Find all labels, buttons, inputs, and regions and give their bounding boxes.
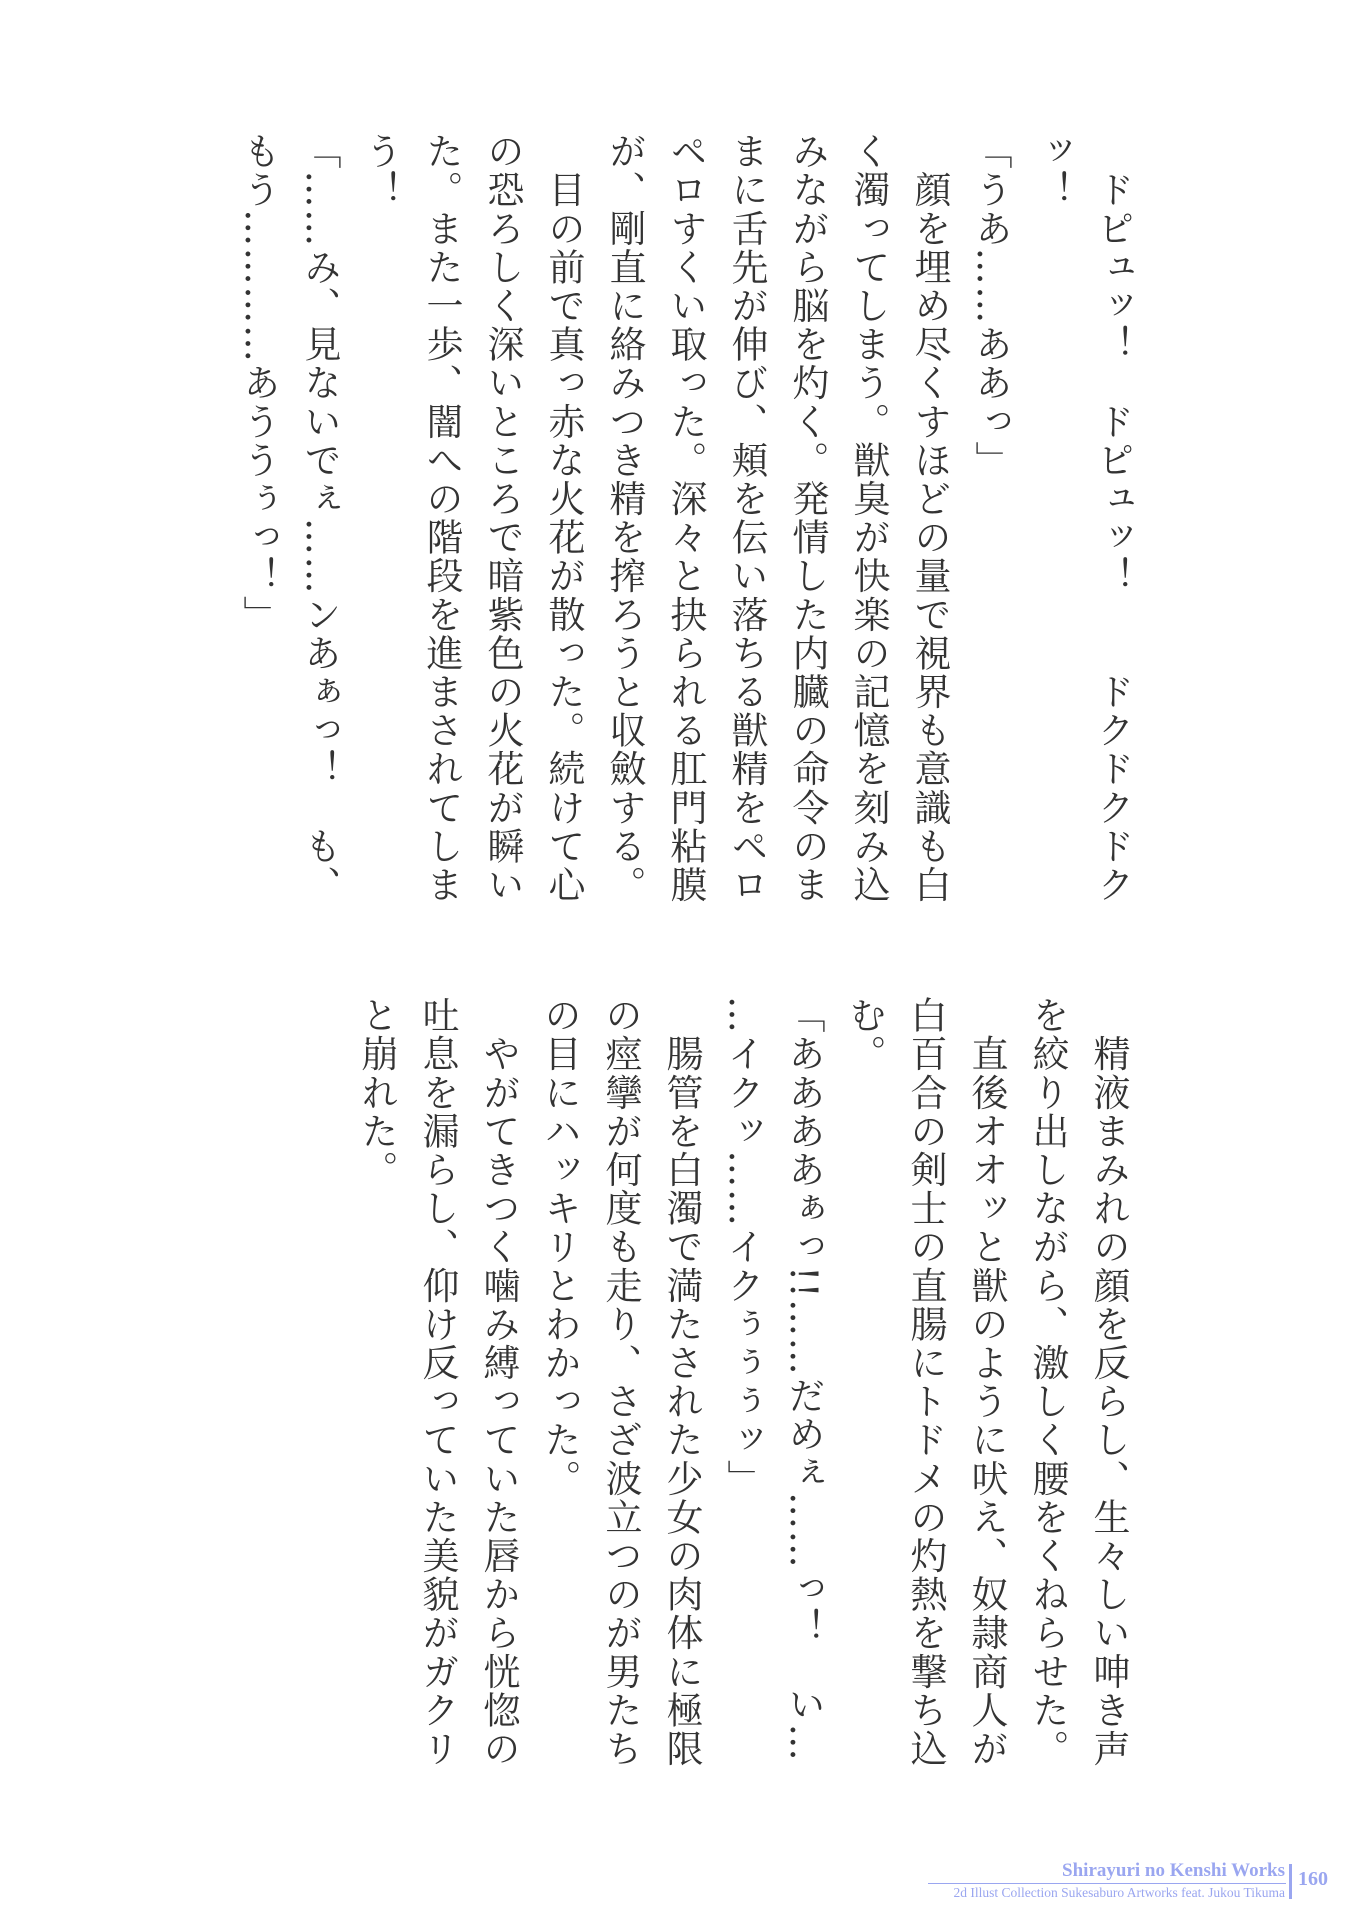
text-column: ドピュッ！ ドピュッ！ ドクドクドク bbox=[1091, 132, 1134, 904]
text-column: の恐ろしく深いところで暗紫色の火花が瞬い bbox=[481, 132, 524, 904]
text-column: う！ bbox=[359, 132, 402, 210]
text-column: と崩れた。 bbox=[355, 996, 398, 1189]
text-column: を絞り出しながら、激しく腰をくねらせた。 bbox=[1026, 996, 1069, 1768]
text-column: 顔を埋め尽くすほどの量で視界も意識も白 bbox=[908, 132, 951, 904]
text-column: ペロすくい取った。深々と抉られる肛門粘膜 bbox=[664, 132, 707, 904]
text-column: の痙攣が何度も走り、さざ波立つのが男たち bbox=[599, 996, 642, 1768]
text-column: 腸管を白濁で満たされた少女の肉体に極限 bbox=[660, 996, 703, 1768]
text-column: まに舌先が伸び、頬を伝い落ちる獣精をペロ bbox=[725, 132, 768, 904]
text-column: 「……み、見ないでぇ……ンあぁっ！ も、 bbox=[298, 132, 341, 904]
footer-divider bbox=[928, 1883, 1286, 1884]
text-column: 「ああああぁっ!!……だめぇ……っ！ い… bbox=[782, 996, 825, 1763]
text-column: む。 bbox=[843, 996, 886, 1074]
footer-book-title: Shirayuri no Kenshi Works bbox=[1062, 1860, 1285, 1881]
footer-vertical-bar bbox=[1289, 1864, 1292, 1899]
page-number: 160 bbox=[1298, 1868, 1328, 1890]
text-column: 直後オオッと獣のように吠え、奴隷商人が bbox=[965, 996, 1008, 1768]
text-column: が、剛直に絡みつき精を搾ろうと収斂する。 bbox=[603, 132, 646, 904]
text-column: の目にハッキリとわかった。 bbox=[538, 996, 581, 1498]
text-column: もう…………あううぅっ！」 bbox=[237, 132, 280, 634]
text-block-top bbox=[228, 132, 1143, 904]
text-column: 精液まみれの顔を反らし、生々しい呻き声 bbox=[1087, 996, 1130, 1768]
text-column: 白百合の剣士の直腸にトドメの灼熱を撃ち込 bbox=[904, 996, 947, 1768]
text-column: 目の前で真っ赤な火花が散った。続けて心 bbox=[542, 132, 585, 904]
text-column: 「うあ……ああっ」 bbox=[969, 132, 1012, 480]
text-column: やがてきつく噛み縛っていた唇から恍惚の bbox=[477, 996, 520, 1768]
text-column: く濁ってしまう。獣臭が快楽の記憶を刻み込 bbox=[847, 132, 890, 904]
text-column: …イクッ……イクぅぅぅッ」 bbox=[721, 996, 764, 1498]
text-column: ッ！ bbox=[1030, 132, 1073, 210]
text-column: みながら脳を灼く。発情した内臓の命令のま bbox=[786, 132, 829, 904]
text-block-bottom bbox=[346, 996, 1139, 1768]
footer-subtitle: 2d Illust Collection Sukesaburo Artworks feat. Jukou Tikuma bbox=[953, 1885, 1285, 1900]
text-column: た。また一歩、闇への階段を進まされてしま bbox=[420, 132, 463, 904]
text-column: 吐息を漏らし、仰け反っていた美貌がガクリ bbox=[416, 996, 459, 1768]
